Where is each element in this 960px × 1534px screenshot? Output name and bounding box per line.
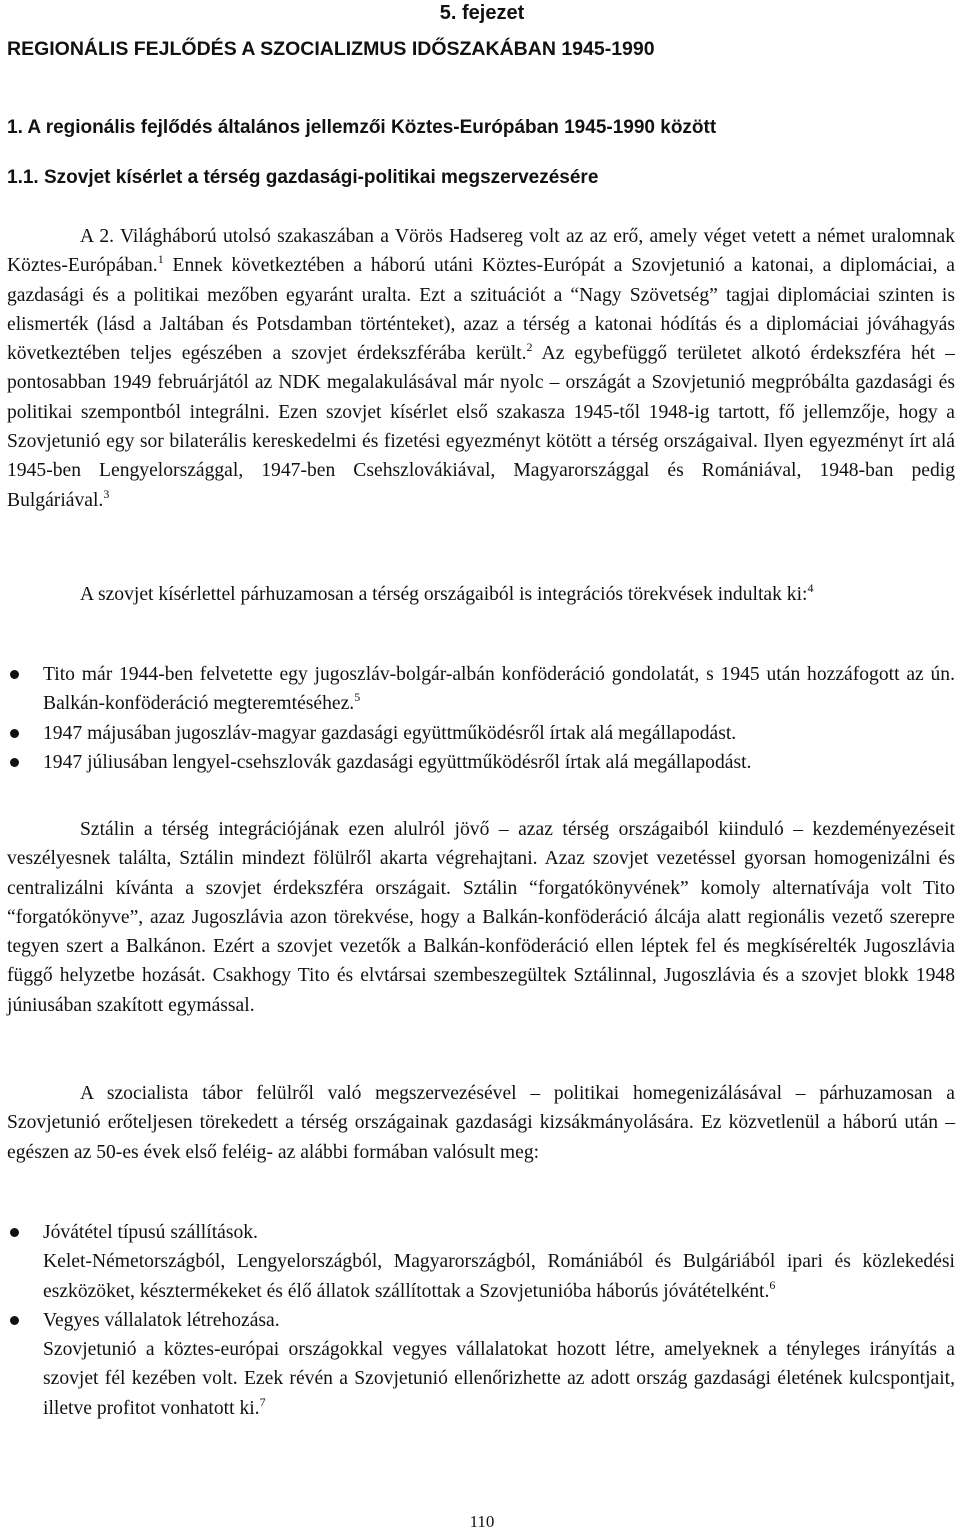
- footnote-ref[interactable]: 3: [103, 486, 110, 501]
- footnote-ref[interactable]: 2: [526, 340, 533, 355]
- list-item-heading: Jóvátétel típusú szállítások.: [43, 1222, 258, 1243]
- list-item: [7, 1218, 955, 1306]
- paragraph-text: A 2. Világháború utolsó szakaszában a Vörös Hadsereg volt az az erő, amely véget vetett a német uralomnak Köztes-Európában.: [7, 226, 955, 277]
- list-item-text: Tito már 1944-ben felvetette egy jugoszláv-bolgár-albán konföderáció gondolatát, s 1945 után hozzáfogott az ún. Balkán-konföderáció megteremtéséhez.: [43, 664, 955, 715]
- footnote-ref[interactable]: 5: [354, 690, 361, 705]
- exploitation-list: [7, 1218, 955, 1423]
- footnote-ref[interactable]: 4: [807, 581, 814, 595]
- footnote-ref[interactable]: 6: [769, 1277, 776, 1292]
- paragraph-exploitation: A szocialista tábor felülről való megszervezésével – politikai homegenizálásával – párhuzamosan a Szovjetunió erőteljesen törekedett a térség országainak gazdasági kizsákmányolására. Ez közvetlenül a háború után – egészen az 50-es évek első feléig- az alábbi formában valósult meg:: [7, 1083, 955, 1163]
- paragraph-text: A szovjet kísérlettel párhuzamosan a térség országaiból is integrációs törekvések indultak ki:: [80, 584, 808, 605]
- bullet-icon: [10, 670, 19, 679]
- list-item-heading: Vegyes vállalatok létrehozása.: [43, 1309, 280, 1331]
- paragraph-integration: [7, 580, 955, 609]
- list-item: [7, 748, 955, 777]
- list-item-detail: Kelet-Németországból, Lengyelországból, Magyarországból, Romániából és Bulgáriából ipari és közlekedési eszközöket, késztermékeket és élő állatok szállítottak a Szovjetunióba háborús jóvátételként.: [43, 1251, 955, 1302]
- bullet-icon: [10, 729, 19, 738]
- list-item: [7, 1306, 955, 1423]
- paragraph-text: Az egybefüggő területet alkotó érdekszféra hét – pontosabban 1949 februárjától az NDK megalakulásával már nyolc – országát a Szovjetunió megpróbálta gazdasági és politikai szempontból integrálni. Ezen szovjet kísérlet első szakasza 1945-től 1948-ig tartott, fő jellemzője, hogy a Szovjetunió egy sor bilaterális kereskedelmi és fizetési egyezményt kötött a térség országaival. Ilyen egyezményt írt alá 1945-ben Lengyelországgal, 1947-ben Csehszlovákiával, Magyarországgal és Romániával, 1948-ban pedig Bulgáriával.: [7, 343, 955, 511]
- paragraph-intro: [7, 222, 955, 515]
- integration-list: [7, 660, 955, 777]
- list-item-detail: Szovjetunió a köztes-európai országokkal vegyes vállalatokat hozott létre, amelyeknek a tényleges irányítás a szovjet fél kezében volt. Ezek révén a Szovjetunió ellenőrizhette az adott ország gazdasági életének kulcspontjait, illetve profitot vonhatott ki.: [43, 1339, 955, 1419]
- section-heading: 1. A regionális fejlődés általános jellemzői Köztes-Európában 1945-1990 között: [7, 117, 717, 138]
- bullet-icon: [10, 758, 19, 767]
- paragraph-stalin: Sztálin a térség integrációjának ezen alulról jövő – azaz térség országaiból kiinduló – kezdeményezéseit veszélyesnek találta, Sztálin mindezt fölülről akarta végrehajtani. Azaz szovjet vezetéssel gyorsan homogenizálni és centralizálni kívánta a szovjet érdekszféra országait. Sztálin “forgatókönyvének” komoly alternatívája volt Tito “forgatókönyve”, azaz Jugoszlávia azon törekvése, hogy a Balkán-konföderáció álcája alatt regionális vezető szerepre tegyen szert a Balkánon. Ezért a szovjet vezetők a Balkán-konföderáció ellen léptek fel és megkísérelték Jugoszlávia függő helyzetbe hozását. Csakhogy Tito és elvtársai szembeszegültek Sztálinnal, Jugoszlávia és a szovjet blokk 1948 júniusában szakított egymással.: [7, 819, 955, 1016]
- page-number: 110: [469, 1512, 495, 1531]
- bullet-icon: [10, 1316, 19, 1325]
- footnote-ref[interactable]: 7: [259, 1394, 266, 1409]
- subsection-heading: 1.1. Szovjet kísérlet a térség gazdasági-politikai megszervezésére: [7, 167, 599, 188]
- bullet-icon: [10, 1228, 19, 1237]
- list-item: [7, 660, 955, 719]
- list-item: [7, 719, 955, 748]
- footnote-ref[interactable]: 1: [157, 252, 164, 267]
- list-item-text: 1947 júliusában lengyel-csehszlovák gazdasági együttműködésről írtak alá megállapodást.: [43, 751, 752, 773]
- paragraph-text: Ennek következtében a háború utáni Köztes-Európát a Szovjetunió a katonai, a diplomáciai, a gazdasági és a politikai mezőben egyaránt uralta. Ezt a szituációt a “Nagy Szövetség” tagjai diplomáciai szinten is elismerték (lásd a Jaltában és Potsdamban történteket), azaz a térség a katonai hódítás és a diplomáciai jóváhagyás következtében teljes egészében a szovjet érdekszférába került.: [7, 255, 955, 365]
- chapter-label: 5. fejezet: [439, 2, 525, 24]
- list-item-text: 1947 májusában jugoszláv-magyar gazdasági együttműködésről írtak alá megállapodást.: [43, 722, 737, 744]
- chapter-title: REGIONÁLIS FEJLŐDÉS A SZOCIALIZMUS IDŐSZAKÁBAN 1945-1990: [7, 38, 655, 60]
